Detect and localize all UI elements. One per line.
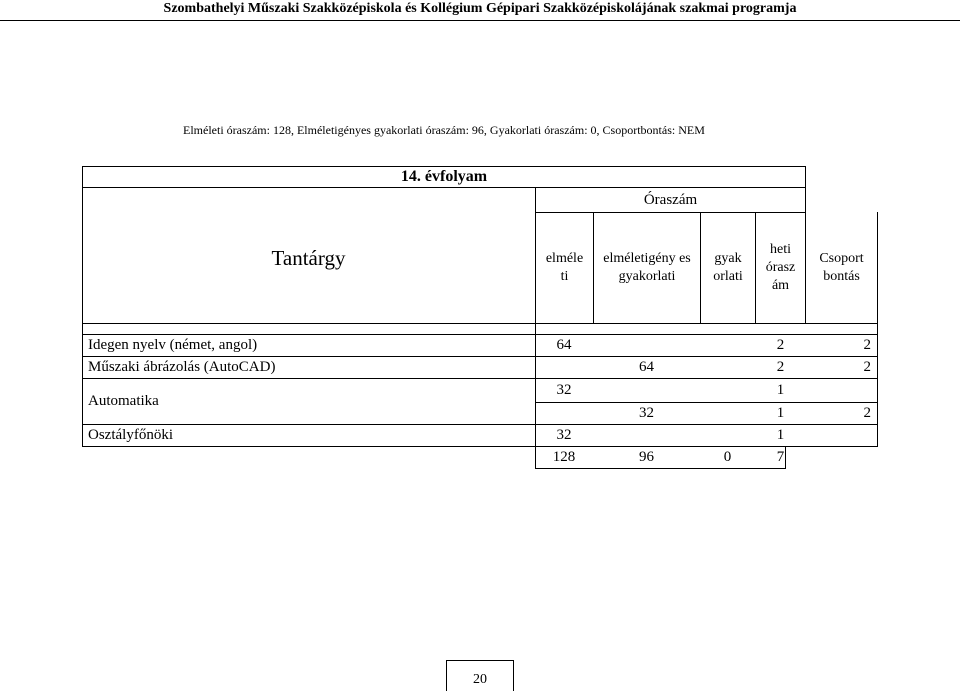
csoport-cell: 2 bbox=[863, 337, 871, 353]
csoport-cell: 2 bbox=[863, 359, 871, 375]
column-header-heti-oraszam: heti órasz ám bbox=[755, 212, 806, 324]
year-label: 14. évfolyam bbox=[82, 166, 806, 188]
heti-cell: 1 bbox=[776, 427, 785, 443]
subject-cell: Automatika bbox=[88, 393, 159, 409]
total-gyakorlati: 0 bbox=[723, 449, 732, 465]
header-rule bbox=[0, 20, 960, 21]
total-elmeletigenyes: 96 bbox=[639, 449, 654, 465]
grid-line bbox=[82, 323, 83, 447]
csoport-cell: 2 bbox=[863, 405, 871, 421]
subject-cell: Műszaki ábrázolás (AutoCAD) bbox=[88, 359, 276, 375]
grid-line bbox=[535, 468, 786, 469]
heti-cell: 1 bbox=[776, 382, 785, 398]
elmeletigenyes-cell: 32 bbox=[639, 405, 654, 421]
subject-cell: Osztályfőnöki bbox=[88, 427, 173, 443]
subject-header: Tantárgy bbox=[271, 246, 346, 270]
column-header-gyakorlati: gyak orlati bbox=[700, 212, 755, 324]
oraszam-label: Óraszám bbox=[535, 187, 806, 213]
column-header-elmeleti: elméle ti bbox=[535, 212, 593, 324]
subject-cell: Idegen nyelv (német, angol) bbox=[88, 337, 258, 353]
elmeleti-cell: 32 bbox=[556, 382, 572, 398]
heti-cell: 1 bbox=[776, 405, 785, 421]
elmeleti-cell: 64 bbox=[556, 337, 572, 353]
page-header: Szombathelyi Műszaki Szakközépiskola és Kollégium Gépipari Szakközépiskolájának szakmai programja bbox=[163, 1, 797, 16]
column-header-elmeletigenyes: elméletigény es gyakorlati bbox=[593, 212, 700, 324]
heti-cell: 2 bbox=[776, 337, 785, 353]
grid-line bbox=[82, 323, 878, 324]
total-elmeleti: 128 bbox=[552, 449, 576, 465]
total-heti: 7 bbox=[776, 449, 785, 465]
heti-cell: 2 bbox=[776, 359, 785, 375]
hours-summary: Elméleti óraszám: 128, Elméletigényes gyakorlati óraszám: 96, Gyakorlati óraszám: 0, Csoportbontás: NEM bbox=[183, 123, 705, 137]
grid-line bbox=[877, 212, 878, 447]
elmeleti-cell: 32 bbox=[556, 427, 572, 443]
elmeletigenyes-cell: 64 bbox=[639, 359, 654, 375]
column-header-csoportbontas: Csoport bontás bbox=[806, 212, 878, 324]
page-number: 20 bbox=[473, 672, 487, 687]
